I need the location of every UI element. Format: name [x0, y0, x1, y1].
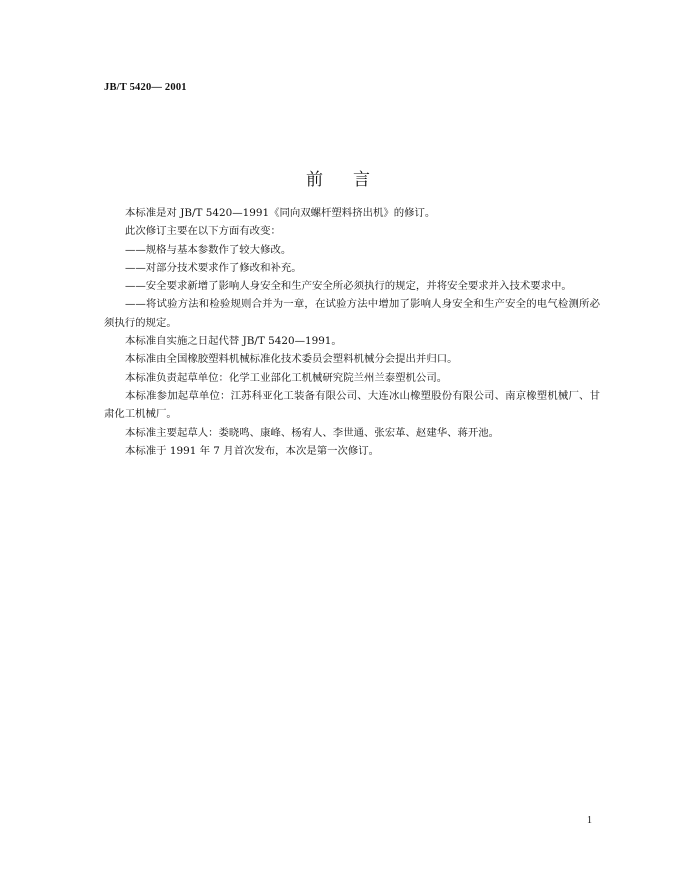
paragraph-change-specs: ——规格与基本参数作了较大修改。 — [125, 243, 292, 256]
paragraph-revision-statement: 本标准是对 JB/T 5420—1991《同向双螺杆塑料挤出机》的修订。 — [125, 207, 436, 219]
paragraph-change-safety: ——安全要求新增了影响人身安全和生产安全所必须执行的规定，并将安全要求并入技术要求中。 — [125, 280, 572, 293]
paragraph-proposed-by: 本标准由全国橡胶塑料机械标准化技术委员会塑料机械分会提出并归口。 — [125, 353, 458, 366]
section-title: 前言 — [306, 170, 400, 190]
page-number: 1 — [587, 815, 592, 826]
paragraph-supersedes: 本标准自实施之日起代替 JB/T 5420—1991。 — [125, 335, 342, 348]
paragraph-publication-history: 本标准于 1991 年 7 月首次发布，本次是第一次修订。 — [125, 444, 380, 457]
foreword-body — [104, 204, 600, 460]
document-code: JB/T 5420— 2001 — [104, 82, 187, 93]
paragraph-change-testing: ——将试验方法和检验规则合并为一章，在试验方法中增加了影响人身安全和生产安全的电气检测所必须执行的规定。 — [104, 298, 600, 329]
paragraph-lead-drafter: 本标准负责起草单位：化学工业部化工机械研究院兰州兰泰塑机公司。 — [125, 371, 448, 384]
paragraph-main-drafters: 本标准主要起草人：娄晓鸣、康峰、杨宥人、李世通、张宏革、赵建华、蒋开池。 — [125, 426, 500, 439]
paragraph-change-technical: ——对部分技术要求作了修改和补充。 — [125, 261, 302, 274]
paragraph-changes-intro: 此次修订主要在以下方面有改变： — [125, 225, 281, 238]
paragraph-participating-drafters: 本标准参加起草单位：江苏科亚化工装备有限公司、大连冰山橡塑股份有限公司、南京橡塑机械厂、甘肃化工机械厂。 — [104, 389, 600, 421]
